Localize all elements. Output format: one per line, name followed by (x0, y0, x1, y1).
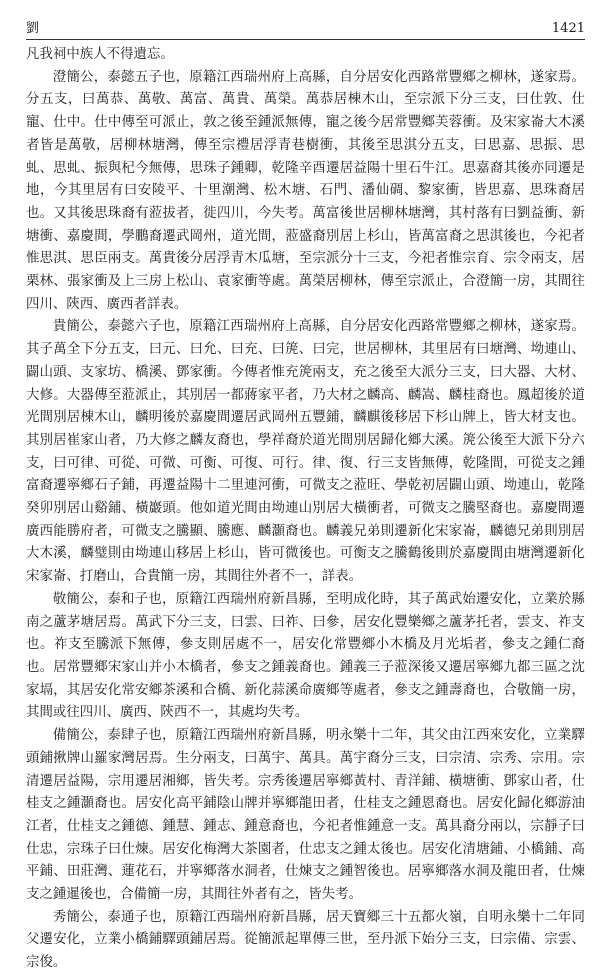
page-number: 1421 (551, 21, 585, 36)
paragraph-chengjian: 澄簡公，泰懿五子也，原籍江西瑞州府上高縣，自分居安化西路常豐鄉之柳林，遂家焉。分五支，曰萬恭、萬敬、萬富、萬貴、萬榮。萬恭居棟木山，至宗派下分三支，曰仕敦、仕寵、仕中。仕中傳至可派止，敦之後至鍾派無傳，寵之後今居常豐鄉芙蓉衝。及宋家崙大木溪者皆是萬敬，居柳林塘灣，傳至宗禮居浮青巷樹衝，其後至思淇分五支，曰思嘉、思振、思虬、思虬、振與杞今無傳，思珠子鍾卿，乾隆辛酉遷居益陽十里石牛江。思嘉裔其後亦同遷是地，今其里居有曰安陵平、十里潮灣、松木塘、石門、潘仙碉、黎家衝，皆思嘉、思珠裔居也。又其後思珠裔有蒞拔者，徙四川，今失考。萬富後世居柳林塘灣，其村落有曰劉益衝、新塘衝、嘉慶間，學鵬裔遷武岡州，道光間，蒞盛裔別居上杉山，皆萬富裔之思淇後也，今祀者惟思淇、思臣兩支。萬貴後分居浮青木瓜塘，至宗派分十三支，今祀者惟宗育、宗令兩支，居栗林、張家衝及上三房上松山、袁家衝等處。萬榮居柳林，傳至宗派止，合澄簡一房，其間往四川、陝西、廣西者詳表。 (26, 69, 585, 312)
paragraph-jingjian: 敬簡公，泰和子也，原籍江西瑞州府新昌縣，至明成化時，其子萬武始遷安化，立業於縣南之蘆茅塘居焉。萬武下分三支，曰雲、曰祚、曰參，居安化豐樂鄉之蘆茅托者，雲支、祚支也。祚支至騰派下無傳，參支則居處不一，居安化常豐鄉小木橋及月光垢者，參支之鍾仁裔也。居常豐鄉宋家山并小木橋者，參支之鍾義裔也。鍾義三子蒞深後又遷居寧鄉九都三區之沈家塥，其居安化常安鄉茶溪和合橋、新化蒜溪命廣鄉等處者，參支之鍾壽裔也，合敬簡一房，其間或往四川、廣西、陝西不一，其處均失考。 (26, 591, 585, 721)
page-header (26, 14, 585, 40)
running-head-surname: 劉 (26, 21, 40, 36)
paragraph-xiujian: 秀簡公，泰通子也，原籍江西瑞州府新昌縣，居天寶鄉三十五都火嶺，自明永樂十二年同父遷安化，立業小橋鋪驛頭鋪居焉。從簡派起單傳三世，至丹派下始分三支，曰宗備、宗雲、宗俊。 (26, 909, 585, 971)
paragraph-closing-line: 凡我祠中族人不得遺忘。 (26, 47, 174, 62)
main-text (26, 44, 585, 971)
paragraph-beijian: 備簡公，泰肆子也，原籍江西瑞州府新昌縣，明永樂十二年，其父由江西來安化，立業驛頭鋪揪牌山羅家灣居焉。生分兩支，曰萬宇、萬具。萬宇裔分三支，曰宗清、宗秀、宗用。宗清遷居益陽，宗用遷居湘鄉，皆失考。宗秀後遷居寧鄉黃村、青洋鋪、橫塘衝、鄧家山者，仕桂支之鍾灝裔也。居安化高平鋪陰山牌并寧鄉龍田者，仕桂支之鍾恩裔也。居安化歸化鄉游油江者，仕桂支之鍾德、鍾慧、鍾志、鍾意裔也，今祀者惟鍾意一支。萬具裔分兩以，宗靜子曰仕忠，宗珠子曰仕煉。居安化梅灣大茶園者，仕忠支之鍾太後也。居安化清塘鋪、小橋鋪、高平鋪、田莊灣、蓮花石，并寧鄉落水洞者，仕煉支之鍾智後也。居寧鄉落水洞及龍田者，仕煉支之鍾暹後也，合備簡一房，其間往外者有之，皆失考。 (26, 728, 585, 903)
paragraph-guijian: 貴簡公，泰懿六子也，原籍江西瑞州府上高縣，自分居安化西路常豐鄉之柳林，遂家焉。其子萬全下分五支，曰元、曰允、曰充、曰箎、曰完，世居柳林，其里居有曰塘灣、坳連山、闢山頭、支家坊、橋溪、鄧家衝。今傳者惟充箎兩支，充之後至大派分三支，曰大器、大材、大修。大器傳至蒞派止，其別居一都蔣家平者，乃大材之麟高、麟嵩、麟桂裔也。鳳超後於道光間別居棟木山，麟明後於嘉慶間遷居武岡州五豐鋪，麟麒後移居下杉山牌上，皆大材支也。其別居崔家山者，乃大修之麟友裔也，學祥裔於道光間別居歸化鄉大溪。箎公後至大派下分六支，曰可律、可從、可微、可衡、可復、可行。律、復、行三支皆無傳，乾隆間，可從支之鍾富裔遷寧鄉石子鋪，再遷益陽十二里連河衝，可微支之蒞旺、學乾初居闢山頭、坳連山，乾隆癸卯別居山谿鋪、橫巖頭。他如道光間由坳連山別居大橫衝者，可微支之騰堅裔也。嘉慶間遷廣西能勝府者，可微支之騰顯、騰應、麟灝裔也。麟義兄弟則遷新化宋家崙，麟德兄弟則別居大木溪，麟璧則由坳連山移居上杉山，皆可微後也。可衡支之騰鶴後則於嘉慶間由塘灣遷新化宋家崙、打磨山，合貴簡一房，其間往外者不一，詳表。 (26, 319, 585, 585)
